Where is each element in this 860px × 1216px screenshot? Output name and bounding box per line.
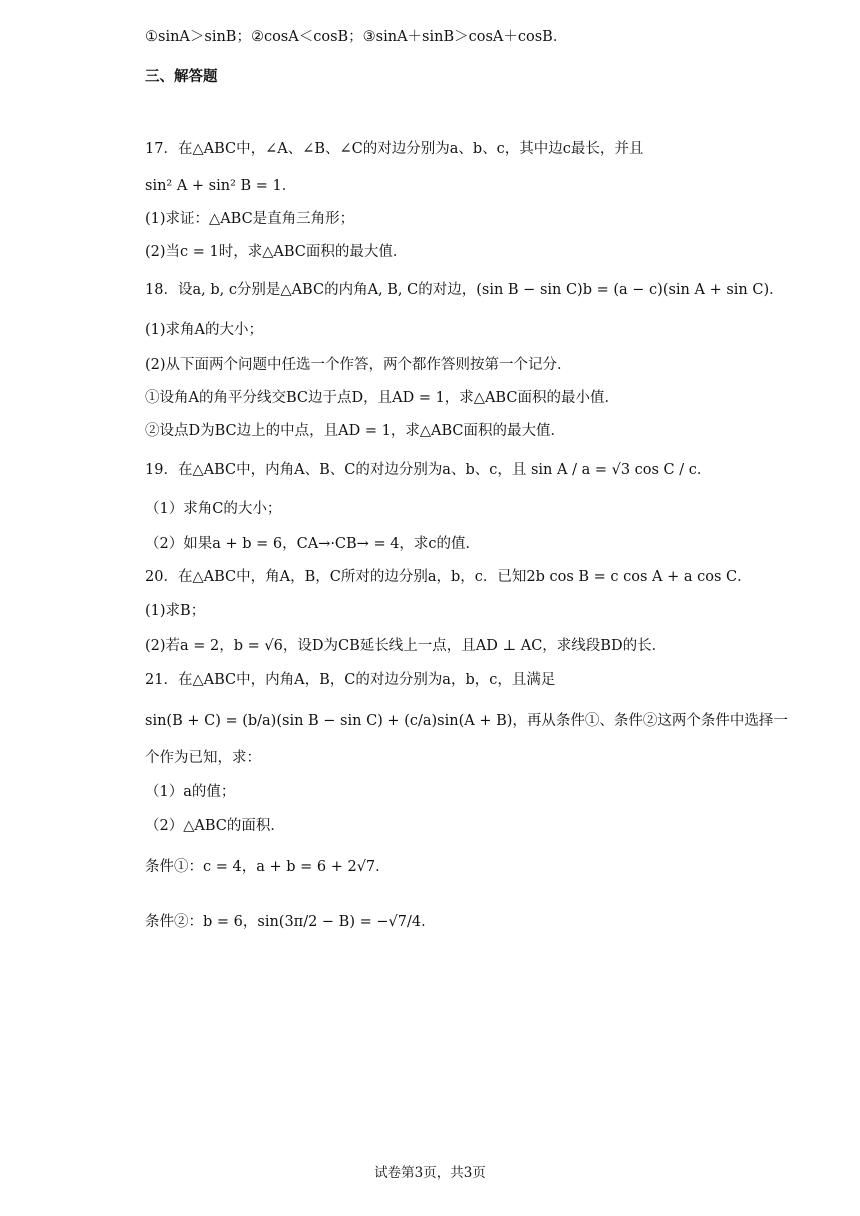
q18-stem: 18．设a, b, c分别是△ABC的内角A, B, C的对边，(sin B − sin C)b = (a − c)(sin A + sin C)． bbox=[145, 282, 784, 298]
q17-stem: 17．在△ABC中，∠A、∠B、∠C的对边分别为a、b、c，其中边c最长，并且 bbox=[145, 141, 644, 157]
q21-part2: （2）△ABC的面积． bbox=[145, 818, 285, 834]
q19-stem: 19．在△ABC中，内角A、B、C的对边分别为a、b、c，且 sin A / a = √3 cos C / c． bbox=[145, 462, 712, 478]
q17-part1: (1)求证：△ABC是直角三角形； bbox=[145, 211, 355, 227]
q21-stem: 21．在△ABC中，内角A，B，C的对边分别为a，b，c，且满足 bbox=[145, 672, 556, 688]
q21-stem-cont: 个作为已知，求： bbox=[145, 750, 261, 766]
q19-part2: （2）如果a + b = 6，CA→·CB→ = 4，求c的值． bbox=[145, 536, 481, 552]
q17-part2: (2)当c = 1时，求△ABC面积的最大值． bbox=[145, 244, 408, 260]
q20-part2: (2)若a = 2，b = √6，设D为CB延长线上一点，且AD ⊥ AC，求线段BD的长． bbox=[145, 638, 667, 654]
q18-part2: (2)从下面两个问题中任选一个作答，两个都作答则按第一个记分． bbox=[145, 357, 572, 373]
q18-option1: ①设角A的角平分线交BC边于点D，且AD = 1，求△ABC面积的最小值． bbox=[145, 390, 619, 406]
condition-2: 条件②：b = 6，sin(3π/2 − B) = −√7/4． bbox=[145, 914, 436, 930]
condition-1: 条件①：c = 4，a + b = 6 + 2√7． bbox=[145, 859, 390, 875]
page-footer: 试卷第3页，共3页 bbox=[374, 1165, 486, 1181]
q19-part1: （1）求角C的大小； bbox=[145, 501, 282, 517]
q20-part1: (1)求B； bbox=[145, 603, 206, 619]
q17-condition: sin² A + sin² B = 1． bbox=[145, 178, 297, 194]
q20-stem: 20．在△ABC中，角A，B，C所对的边分别a，b，c．已知2b cos B = c cos A + a cos C． bbox=[145, 569, 752, 585]
q21-part1: （1）a的值； bbox=[145, 784, 236, 800]
line-1: ①sinA＞sinB；②cosA＜cosB；③sinA＋sinB＞cosA＋cosB． bbox=[145, 29, 568, 45]
section-heading: 三、解答题 bbox=[145, 69, 218, 85]
q18-option2: ②设点D为BC边上的中点，且AD = 1，求△ABC面积的最大值． bbox=[145, 423, 565, 439]
q21-condition: sin(B + C) = (b/a)(sin B − sin C) + (c/a)sin(A + B)，再从条件①、条件②这两个条件中选择一 bbox=[145, 713, 788, 729]
q18-part1: (1)求角A的大小； bbox=[145, 322, 264, 338]
